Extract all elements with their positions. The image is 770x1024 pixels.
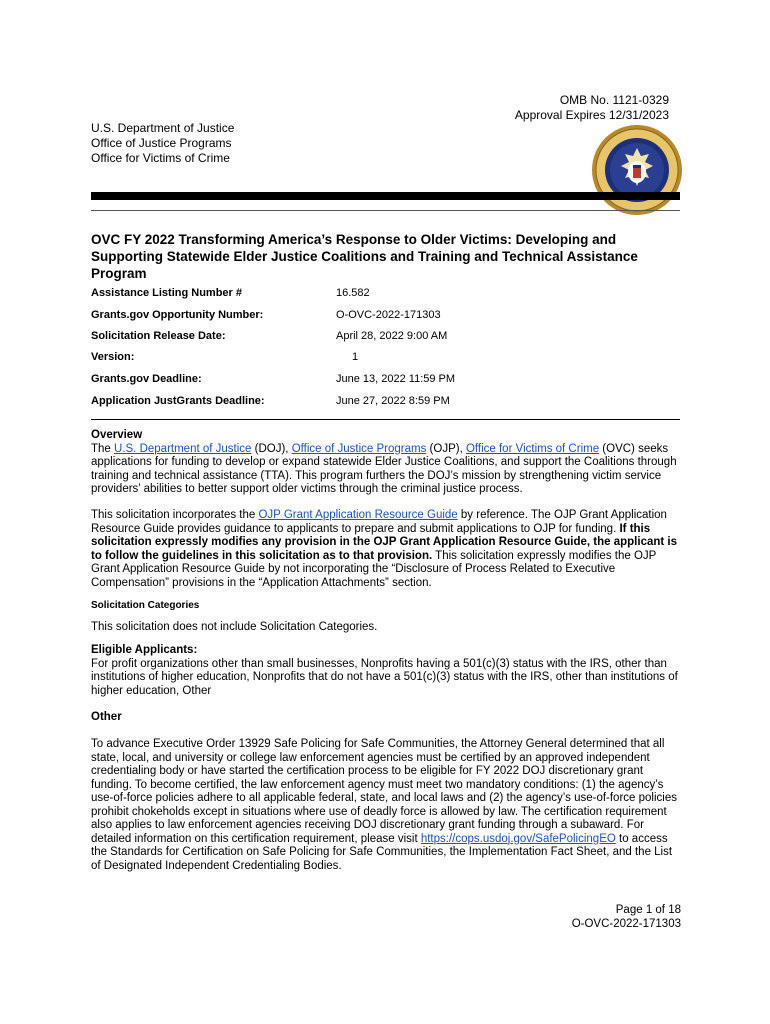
text-run: (DOJ),	[251, 442, 292, 455]
agency-line-doj: U.S. Department of Justice	[91, 121, 235, 135]
text-run: To advance Executive Order 13929 Safe Policing for Safe Communities, the Attorney General determined that all state, local, and university or college law enforcement agencies must be certified by an approved independent credentialing body or have started the certification process to be eligible for FY 2022 DOJ discretionary grant funding. To become certified, the law enforcement agency must meet two mandatory conditions: (1) the agency’s use-of-force policies adhere to all applicable federal, state, and local laws and (2) the agency’s use-of-force policies prohibit chokeholds except in situations where use of deadly force is allowed by law. The certification requirement also applies to law enforcement agencies receiving DOJ discretionary grant funding through a subaward. For detailed information on this certification requirement, please visit	[91, 738, 677, 845]
info-row-grants-deadline	[91, 373, 681, 387]
overview-section	[91, 429, 681, 497]
other-heading: Other	[91, 711, 122, 723]
page-number: Page 1 of 18	[615, 904, 681, 916]
section-divider	[91, 419, 680, 420]
text-run: (OJP),	[426, 442, 466, 455]
bold-text-run: If this solicitation expressly modifies any provision in the OJP Grant Application Resource Guide, the applicant is to follow the guidelines in this solicitation as to that provision.	[91, 522, 678, 562]
omb-number: OMB No. 1121-0329	[559, 93, 669, 107]
link-ovc[interactable]: Office for Victims of Crime	[465, 442, 600, 455]
info-row-release-date	[91, 330, 681, 344]
info-label: Solicitation Release Date:	[91, 330, 226, 342]
page-footer	[572, 903, 681, 931]
text-run: This solicitation incorporates the	[91, 509, 259, 521]
info-label: Version:	[91, 351, 135, 363]
header-divider-thick	[91, 192, 680, 200]
categories-text: This solicitation does not include Solicitation Categories.	[91, 621, 378, 633]
info-value: 1	[352, 351, 359, 363]
info-row-opportunity-number	[91, 309, 681, 323]
eligible-heading: Eligible Applicants:	[91, 644, 198, 656]
link-ojp[interactable]: Office of Justice Programs	[291, 442, 427, 455]
other-paragraph	[91, 738, 681, 873]
text-run: The	[91, 442, 115, 455]
info-value: June 13, 2022 11:59 PM	[336, 373, 456, 385]
info-value: O-OVC-2022-171303	[336, 309, 441, 321]
link-doj[interactable]: U.S. Department of Justice	[114, 442, 252, 455]
info-label: Grants.gov Opportunity Number:	[91, 309, 264, 321]
overview-paragraph-2	[91, 509, 681, 590]
solicitation-title: OVC FY 2022 Transforming America’s Response to Older Victims: Developing and Supporting Statewide Elder Justice Coalitions and Training and Technical Assistance Program	[91, 232, 638, 281]
doj-seal-icon	[591, 124, 683, 216]
overview-heading: Overview	[91, 429, 143, 441]
link-grant-resource-guide[interactable]: OJP Grant Application Resource Guide	[258, 509, 458, 521]
text-run: by reference. The OJP Grant Application Resource Guide provides guidance to applicants to prepare and submit applications to OJP for funding.	[91, 509, 667, 535]
info-row-assistance-listing	[91, 287, 681, 301]
agency-line-ojp: Office of Justice Programs	[91, 136, 232, 150]
overview-paragraph-1	[91, 443, 681, 497]
categories-heading: Solicitation Categories	[91, 600, 200, 611]
agency-line-ovc: Office for Victims of Crime	[91, 151, 230, 165]
text-run: (OVC) seeks applications for funding to develop or expand statewide Elder Justice Coalitions, and support the Coalitions through training and technical assistance (TTA). This program furthers the DOJ’s mission by strengthening victim service providers’ abilities to better support older victims through the criminal justice process.	[91, 442, 677, 495]
agency-block	[91, 121, 234, 166]
link-safe-policing[interactable]: https://cops.usdoj.gov/SafePolicingEO	[420, 832, 616, 845]
eligible-text: For profit organizations other than small businesses, Nonprofits having a 501(c)(3) status with the IRS, other than institutions of higher education, Nonprofits that do not have a 501(c)(3) status with the IRS, other than institutions of higher education, Other	[91, 657, 678, 697]
info-label: Grants.gov Deadline:	[91, 373, 202, 385]
info-row-version	[91, 351, 681, 365]
info-row-justgrants-deadline	[91, 395, 681, 409]
text-run: This solicitation expressly modifies the OJP Grant Application Resource Guide by not incorporating the “Disclosure of Process Related to Executive Compensation” provisions in the “Application Attachments” section.	[91, 549, 657, 589]
info-label: Assistance Listing Number #	[91, 287, 242, 299]
info-value: 16.582	[336, 287, 370, 299]
info-value: April 28, 2022 9:00 AM	[336, 330, 448, 342]
omb-block	[515, 93, 669, 123]
info-label: Application JustGrants Deadline:	[91, 395, 265, 407]
info-value: June 27, 2022 8:59 PM	[336, 395, 450, 407]
footer-opportunity-id: O-OVC-2022-171303	[571, 918, 681, 930]
header-divider-thin	[91, 210, 680, 211]
text-run: to access the Standards for Certification on Safe Policing for Safe Communities, the Implementation Fact Sheet, and the List of Designated Independent Credentialing Bodies.	[91, 832, 673, 872]
eligible-section	[91, 644, 681, 698]
approval-expires: Approval Expires 12/31/2023	[514, 108, 669, 122]
